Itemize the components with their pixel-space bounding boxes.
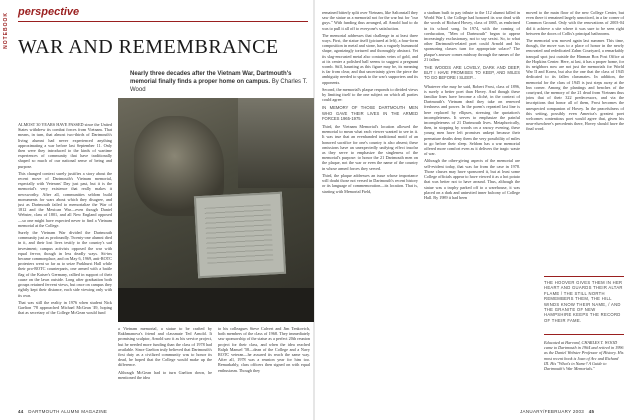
paragraph: Although the other-giving aspects of the memorial are self-evident today, that was far from the case in 1978. Those classes may have sponsored it, but at least some College officials appear to have viewed it as a hot potato that was better not to have around. Thus, although the statue was a trophy parked off to a warehouse, it was placed on a dark and uninvited inner balcony of College Hall. By 1989 it had been bbox=[424, 158, 520, 200]
paragraph: remained bitterly split over Vietnam, like Saltonstall they saw the statue as a memorial not for the war but for "our guys." With funding thus arranged, all Arnold had to do was to pull it all off to everyone's satisfaction. bbox=[322, 10, 418, 31]
page-number-left: 44 bbox=[18, 409, 24, 414]
paragraph: That was still the reality in 1976 when student Nick Gaelton '78 approached Michael McGean '49, hoping that as secretary of the College McGean would fund bbox=[18, 299, 112, 316]
paragraph: This changed context surely justifies a story about the recent move of Dartmouth's Vietnam memorial, especially with Veterans' Day just past, but it is the memorial's very existence that really makes it newsworthy. After all, communities seldom build monuments for wars about which they disagree, and just as Dartmouth failed to memorialize the War of 1812 and the Mexican War—even though Daniel Webster, class of 1801, and all New England opposed—so one might have expected never to find a Vietnam memorial at the College. bbox=[18, 170, 112, 228]
paragraph: The memorial was moved again last summer. This time, though, the move was to a place of honor in the newly renovated and rededicated Zahm Courtyard, a remarkably tranquil spot just outside the Hinman Box Post Office at the Hopkins Center. Here, at last, it has a proper home, for its neighbors now are not just the memorials for World War II and Korea, but also the one that the class of 1945 dedicated to its fallen classmates. In addition, the memorial for the class of 1945 is just steps away at the Inn corner. Among the plantings and benches of the courtyard, the memory of the 21 dead from Vietnam thus joins that of their 322 predecessors, and via the inscriptions that honor all of them, Frost becomes the unexpected companion of Hovey. In the peacefulness of this setting, possibly even America's greatest poet welcomes contentious poet would agree that, given his near-elsewhere's precedents there, Hovey should have the final word. bbox=[526, 38, 624, 132]
footer-left bbox=[18, 409, 107, 414]
photo-base-shape bbox=[118, 288, 314, 322]
paragraph: Second, the memorial's plaque responds to divided views by limiting itself to the one subject on which all parties could agree: bbox=[322, 86, 418, 103]
section-label: perspective bbox=[18, 6, 80, 18]
column-1 bbox=[18, 122, 112, 406]
author-bio: Educated at Harvard, CHARLES T. WOOD came to Dartmouth in 1964 and retired in 1996 as the Daniel Webster Professor of History. His most recent book is Joan of Arc and Richard III. His "What's in Name? A Guide to Dartmouth's War Memorials." bbox=[544, 340, 624, 372]
paragraph: a Vietnam memorial, a statue to be crafted by Rakhmanova's friend and classmate Ted Arnold. It promising sculptor, Arnold saw it as his service project, but he needed more funding than the class of 1978 had available. Since Gaelton truly believed that Dartmouth's first duty as a civilized community was to honor its dead, he hoped that the College would make up the difference. bbox=[118, 326, 212, 368]
paragraph: ALMOST 30 YEARS HAVE PASSED since the United States withdrew its combat forces from Vietnam. That means, in turn, that almost two-thirds of Dartmouth's living alumni had never experienced anything approximating a war before last September 11. Only then were they introduced to the kinds of wartime experiences of community that have traditionally shaped so much of our national sense of being and purpose. bbox=[18, 122, 112, 169]
paragraph: Third, the Vietnam Memorial's location allowed the memorial to mean what each viewer wanted to see in it. It was true that an evenhanded traditional motif of an honored sacrifice for one's country is also absent; these omissions have an unexpectedly unifying effect insofar as they serve to emphasize the singleness of the memorial's purpose: to honor the 21 Dartmouth men on the plaque, not the war or even the name of the country in whose armed forces they served. bbox=[322, 124, 418, 171]
paragraph: Third, the plaque addresses an issue whose importance will doubt those not versed in Dartmouth's recent history or its language of commemoration—its location. That is, starting with Memorial Field, bbox=[322, 172, 418, 194]
byline: By Charles T. Wood bbox=[130, 79, 308, 93]
notebook-tab: NOTEBOOK bbox=[3, 12, 9, 49]
paragraph: The memorial addresses that challenge in at least three ways. First, the statue itself (pictured at left), a four-form composition in metal and stone, has a vaguely humanoid shape, agonizingly tortured and thoroughly abstract. Yet its slag-encrusted metal also contains veins of gold, and at its center a polished ball seems to suggest a pregnant womb. Still, haunting as this figure may be, its meaning is far from clear, and that uncertainty gives the piece the ambiguity needed to speak to the war's supporters and its opponents. bbox=[322, 32, 418, 85]
paragraph: moved to the main floor of the new College Center, but even there it remained largely unnoticed, in a far corner of Common Ground. Only with the renovations of 2003-04 did it achieve a site where it was sure to be seen right between the doors of Collis's principal bathrooms. bbox=[526, 10, 624, 36]
memorial-photo bbox=[118, 98, 314, 322]
column-3 bbox=[218, 326, 310, 406]
column-4 bbox=[322, 10, 418, 406]
section-rule bbox=[18, 21, 308, 22]
photo-plaque-shape bbox=[194, 192, 286, 278]
column-5 bbox=[424, 10, 520, 406]
paragraph: a stadium built to pay tribute to the 112 alumni killed in World War I, the College had honored its war dead with the words of Richard Hovey, class of 1885, as enshrined in its school song. In 1974, with the coming of coeducation, "Men of Dartmouth" began to appear increasingly exclusionary, not to say sexist. So, to what other Dartmouth-related poet could Arnold and his sponsoring classes turn for appropriate solace? The plaque's answer comes midway through the names of the 21 fallen: bbox=[424, 10, 520, 62]
paragraph: to his colleagues Steve Calvert and Jim Tenkovich, both members of the class of 1968. They immediately saw sponsorship of the statue as a perfect 20th reunion project for their class, and when the idea reached Ralph Manuel '58—dean of the College and a Navy ROTC veteran—he assured its reach the same way. After all, 1978 was a reunion year for him too. Remarkably, class officers then signed on with equal enthusiasm. Though they bbox=[218, 326, 310, 373]
page-number-right: 45 bbox=[588, 409, 595, 414]
quote-rule-bottom bbox=[544, 334, 624, 335]
frost-quote: THE WOODS ARE LOVELY, DARK AND DEEP, BUT I HAVE PROMISES TO KEEP, AND MILES TO GO BEFORE I SLEEP... bbox=[424, 65, 520, 81]
paragraph: Although McGean had to turn Gaelton down, he mentioned the idea bbox=[118, 369, 212, 380]
footer-issue-date: JANUARY/FEBRUARY 2003 bbox=[520, 409, 585, 414]
photo-plaque-lines bbox=[205, 204, 274, 263]
footer-publication: DARTMOUTH ALUMNI MAGAZINE bbox=[28, 409, 108, 414]
column-2 bbox=[118, 326, 212, 406]
paragraph: Surely the Vietnam War divided the Dartmouth community just as profoundly. Twenty-one alumni died in it, and their lost lives testify to the country's sad investment; campus activists opposed the war with equal fervor, though in less deadly ways. Sit-ins became commonplace, and on May 6, 1969, anti-ROTC protesters went so far as to seize Parkhurst Hall while their pro-ROTC counterparts, one armed with a battle flag of the Kaiser's Germany, rallied in support of their cause on the lawn outside. Long after graduation both groups retained fervent views, but once on campus they rightly kept their distance, each side viewing only with its own. bbox=[18, 230, 112, 298]
article-deck bbox=[130, 70, 310, 94]
quote-rule-top bbox=[544, 276, 624, 277]
plaque-inscription: IN MEMORY OF THOSE DARTMOUTH MEN WHO GAVE THEIR LIVES IN THE ARMED FORCES 1965-1975 bbox=[322, 105, 418, 121]
hovey-quote: THE HOOVER GIVES THEM IN HER HEART AND GUARDS THEIR ALTAR FLAME / THE STILL NORTH REMEMBERS THEM, THE HILL WINDS KNOW THEIR NAME, / AND THE GRANITE OF NEW HAMPSHIRE KEEPS THE RECORD OF THEIR FAME. bbox=[544, 280, 623, 323]
column-6 bbox=[526, 10, 624, 272]
footer-right bbox=[520, 409, 594, 414]
article-title: WAR AND REMEMBRANCE bbox=[18, 36, 279, 58]
photo-lamp-shape bbox=[238, 98, 314, 188]
paragraph: Whatever else may be said, Robert Frost, class of 1896, is surely a better poet than Hovey. And though these familiar lines have become a cliché, in the context of Dartmouth's Vietnam dead they take on renewed freshness and power. In the poem's repeated last line is here replaced by ellipses, stressing the quotation's incompleteness. It serves to emphasize the painful incompleteness of 21 Dartmouth lives. Metaphorically, then, in stopping by woods on a snowy evening, these young men have left promises unkept because their premature deaths deny them the very possibility of miles to go before their sleep. Seldom has a war memorial offered more comfort even as it delivers the tragic waste of war. bbox=[424, 83, 520, 157]
deck-text: Nearly three decades after the Vietnam War, Dartmouth's memorial finally finds a proper home on campus. bbox=[130, 71, 292, 85]
